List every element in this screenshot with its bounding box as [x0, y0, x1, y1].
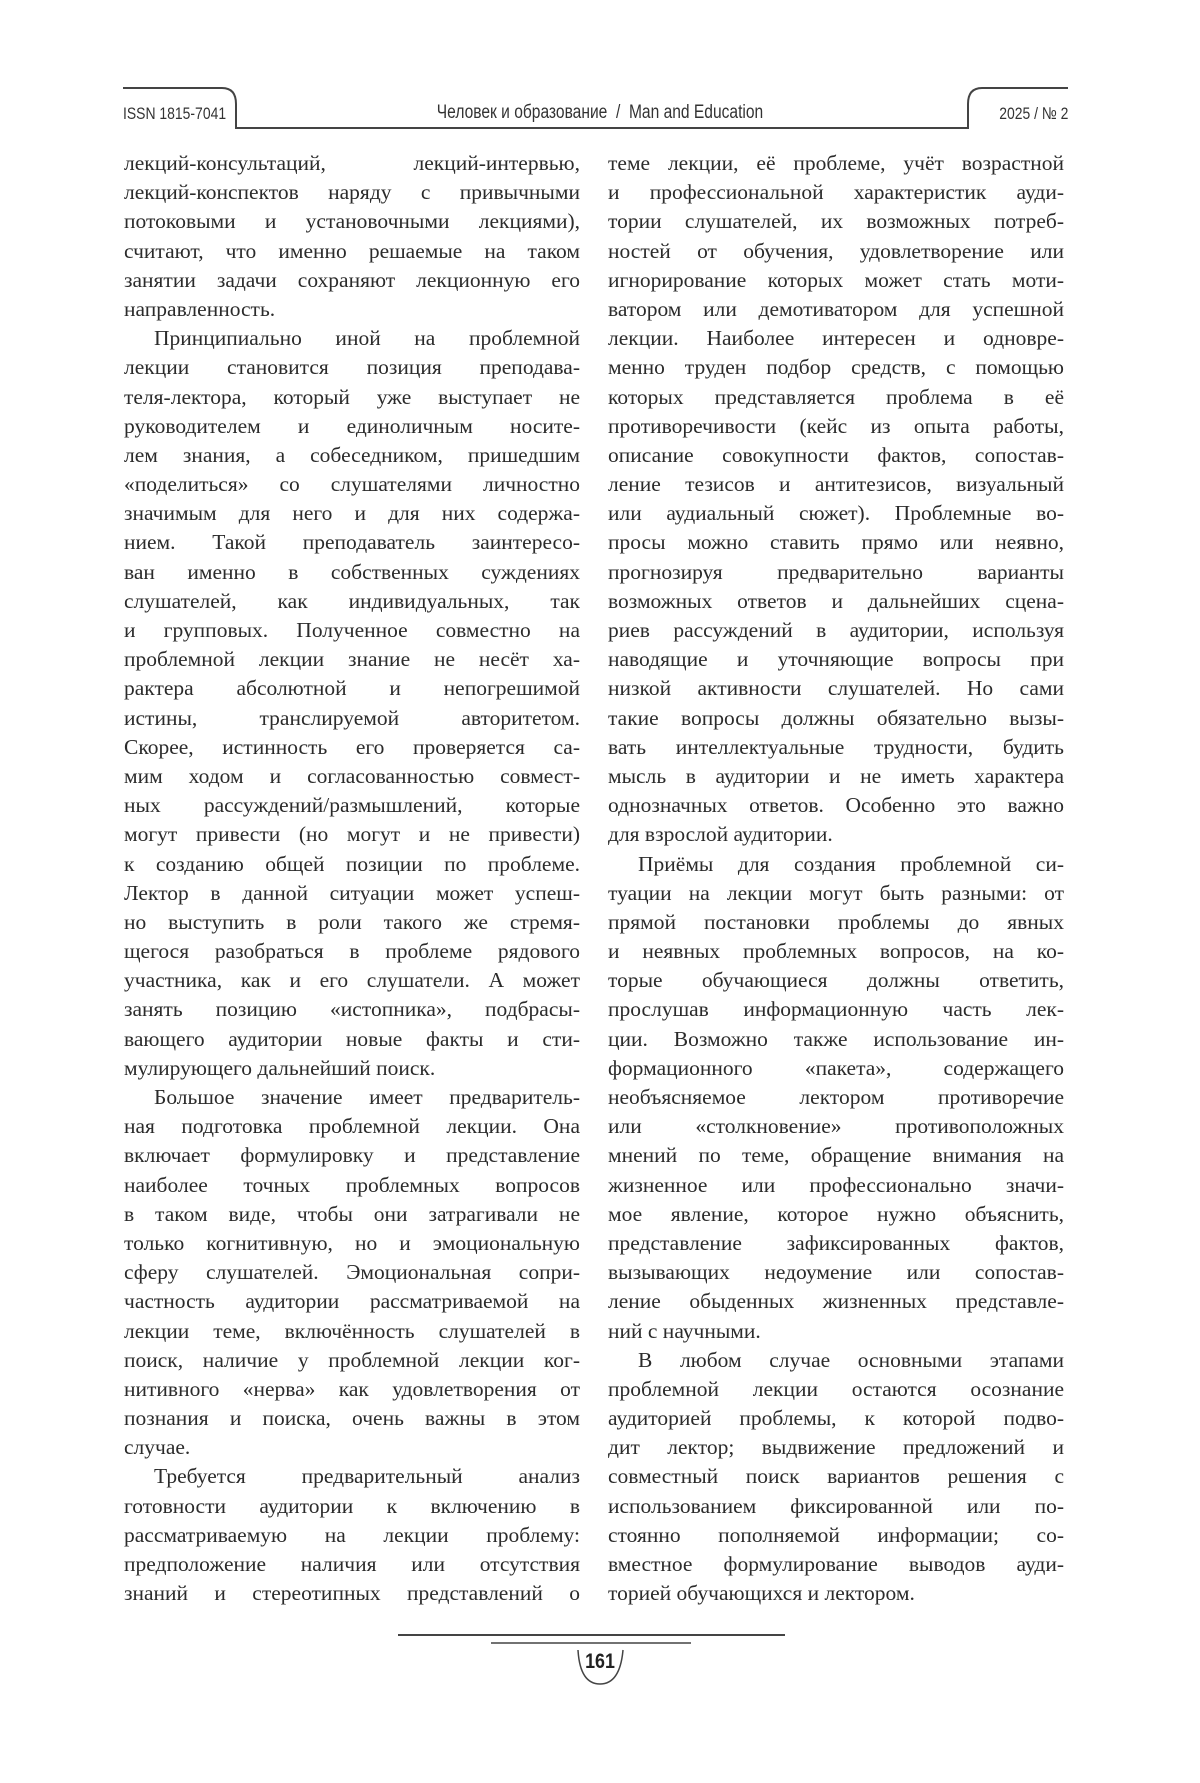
text-line: прогнозируя предварительно варианты — [608, 558, 1064, 587]
text-line: и профессиональной характеристик ауди- — [608, 178, 1064, 207]
text-line: представление зафиксированных фактов, — [608, 1229, 1064, 1258]
text-line: лем знания, а собеседником, пришедшим — [124, 441, 580, 470]
text-line: но выступить в роли такого же стремя- — [124, 908, 580, 937]
page-number: 161 — [585, 1650, 615, 1674]
text-line: возможных ответов и дальнейших сцена- — [608, 587, 1064, 616]
text-line: занять позицию «истопника», подбрасы- — [124, 995, 580, 1024]
text-line: описание совокупности фактов, сопостав- — [608, 441, 1064, 470]
text-line: нием. Такой преподаватель заинтересо- — [124, 528, 580, 557]
text-line: использованием фиксированной или по- — [608, 1492, 1064, 1521]
text-line: ватором или демотиватором для успешной — [608, 295, 1064, 324]
text-line: знаний и стереотипных представлений о — [124, 1579, 580, 1608]
text-line: формационного «пакета», содержащего — [608, 1054, 1064, 1083]
text-line: сферу слушателей. Эмоциональная сопри- — [124, 1258, 580, 1287]
text-line: ностей от обучения, удовлетворение или — [608, 237, 1064, 266]
text-line: теля-лектора, который уже выступает не — [124, 383, 580, 412]
text-line: мулирующего дальнейший поиск. — [124, 1054, 580, 1083]
text-line: мысль в аудитории и не иметь характера — [608, 762, 1064, 791]
text-line: которых представляется проблема в её — [608, 383, 1064, 412]
issue-label: 2025 / № 2 — [999, 104, 1068, 124]
text-line: и групповых. Полученное совместно на — [124, 616, 580, 645]
text-line: руководителем и единоличным носите- — [124, 412, 580, 441]
text-line: ний с научными. — [608, 1317, 1064, 1346]
issn-label: ISSN 1815-7041 — [123, 104, 226, 124]
text-line: лекций-конспектов наряду с привычными — [124, 178, 580, 207]
text-line: истины, транслируемой авторитетом. — [124, 704, 580, 733]
text-line: мим ходом и согласованностью совмест- — [124, 762, 580, 791]
text-line: торией обучающихся и лектором. — [608, 1579, 1064, 1608]
text-line: Скорее, истинность его проверяется са- — [124, 733, 580, 762]
text-line: менно труден подбор средств, с помощью — [608, 353, 1064, 382]
text-line: прослушав информационную часть лек- — [608, 995, 1064, 1024]
text-line: участника, как и его слушатели. А может — [124, 966, 580, 995]
text-line: жизненное или профессионально значи- — [608, 1171, 1064, 1200]
text-line: рассматриваемую на лекции проблему: — [124, 1521, 580, 1550]
text-line: дит лектор; выдвижение предложений и — [608, 1433, 1064, 1462]
text-line: Приёмы для создания проблемной си- — [608, 850, 1064, 879]
text-line: мое явление, которое нужно объяснить, — [608, 1200, 1064, 1229]
text-line: Требуется предварительный анализ — [124, 1462, 580, 1491]
paragraph — [608, 149, 1064, 850]
text-line: слушателей, как индивидуальных, так — [124, 587, 580, 616]
text-line: вызывающих недоумение или сопостав- — [608, 1258, 1064, 1287]
text-line: готовности аудитории к включению в — [124, 1492, 580, 1521]
text-line: такие вопросы должны обязательно вызы- — [608, 704, 1064, 733]
text-line: вместное формулирование выводов ауди- — [608, 1550, 1064, 1579]
text-line: значимым для него и для них содержа- — [124, 499, 580, 528]
text-line: предположение наличия или отсутствия — [124, 1550, 580, 1579]
journal-title: Человек и образование / Man and Education — [437, 102, 763, 124]
text-line: ление обыденных жизненных представле- — [608, 1287, 1064, 1316]
text-line: для взрослой аудитории. — [608, 820, 1064, 849]
text-line: низкой активности слушателей. Но сами — [608, 674, 1064, 703]
text-line: или аудиальный сюжет). Проблемные во- — [608, 499, 1064, 528]
text-line: стоянно пополняемой информации; со- — [608, 1521, 1064, 1550]
text-line: могут привести (но могут и не привести) — [124, 820, 580, 849]
text-line: и неявных проблемных вопросов, на ко- — [608, 937, 1064, 966]
text-line: нитивного «нерва» как удовлетворения от — [124, 1375, 580, 1404]
text-line: лекций-консультаций, лекций-интервью, — [124, 149, 580, 178]
text-line: необъясняемое лектором противоречие — [608, 1083, 1064, 1112]
text-line: совместный поиск вариантов решения с — [608, 1462, 1064, 1491]
text-line: Большое значение имеет предваритель- — [124, 1083, 580, 1112]
text-line: познания и поиска, очень важны в этом — [124, 1404, 580, 1433]
text-line: наиболее точных проблемных вопросов — [124, 1171, 580, 1200]
text-line: считают, что именно решаемые на таком — [124, 237, 580, 266]
text-column-right — [608, 149, 1064, 1608]
paragraph — [124, 1462, 580, 1608]
text-line: вать интеллектуальные трудности, будить — [608, 733, 1064, 762]
text-line: вающего аудитории новые факты и сти- — [124, 1025, 580, 1054]
text-line: ции. Возможно также использование ин- — [608, 1025, 1064, 1054]
text-line: В любом случае основными этапами — [608, 1346, 1064, 1375]
paragraph — [608, 850, 1064, 1346]
text-line: ван именно в собственных суждениях — [124, 558, 580, 587]
text-line: наводящие и уточняющие вопросы при — [608, 645, 1064, 674]
text-line: щегося разобраться в проблеме рядового — [124, 937, 580, 966]
text-line: частность аудитории рассматриваемой на — [124, 1287, 580, 1316]
text-line: Принципиально иной на проблемной — [124, 324, 580, 353]
paragraph — [608, 1346, 1064, 1609]
text-line: случае. — [124, 1433, 580, 1462]
text-line: ление тезисов и антитезисов, визуальный — [608, 470, 1064, 499]
text-line: прямой постановки проблемы до явных — [608, 908, 1064, 937]
text-column-left — [124, 149, 580, 1608]
text-line: в таком виде, чтобы они затрагивали не — [124, 1200, 580, 1229]
text-line: торые обучающиеся должны ответить, — [608, 966, 1064, 995]
text-line: лекции теме, включённость слушателей в — [124, 1317, 580, 1346]
text-line: «поделиться» со слушателями личностно — [124, 470, 580, 499]
text-line: ная подготовка проблемной лекции. Она — [124, 1112, 580, 1141]
text-line: направленность. — [124, 295, 580, 324]
text-line: занятии задачи сохраняют лекционную его — [124, 266, 580, 295]
text-line: потоковыми и установочными лекциями), — [124, 207, 580, 236]
text-line: проблемной лекции знание не несёт ха- — [124, 645, 580, 674]
text-line: включает формулировку и представление — [124, 1141, 580, 1170]
text-line: проблемной лекции остаются осознание — [608, 1375, 1064, 1404]
text-line: рактера абсолютной и непогрешимой — [124, 674, 580, 703]
text-line: тории слушателей, их возможных потреб- — [608, 207, 1064, 236]
paragraph — [124, 1083, 580, 1462]
paragraph — [124, 149, 580, 324]
text-line: мнений по теме, обращение внимания на — [608, 1141, 1064, 1170]
text-line: лекции становится позиция преподава- — [124, 353, 580, 382]
text-line: Лектор в данной ситуации может успеш- — [124, 879, 580, 908]
text-line: однозначных ответов. Особенно это важно — [608, 791, 1064, 820]
text-line: ных рассуждений/размышлений, которые — [124, 791, 580, 820]
text-line: к созданию общей позиции по проблеме. — [124, 850, 580, 879]
text-line: только когнитивную, но и эмоциональную — [124, 1229, 580, 1258]
text-line: просы можно ставить прямо или неявно, — [608, 528, 1064, 557]
text-line: риев рассуждений в аудитории, используя — [608, 616, 1064, 645]
text-line: лекции. Наиболее интересен и одновре- — [608, 324, 1064, 353]
text-line: аудиторией проблемы, к которой подво- — [608, 1404, 1064, 1433]
text-line: поиск, наличие у проблемной лекции ког- — [124, 1346, 580, 1375]
text-line: игнорирование которых может стать моти- — [608, 266, 1064, 295]
text-line: теме лекции, её проблеме, учёт возрастной — [608, 149, 1064, 178]
text-line: противоречивости (кейс из опыта работы, — [608, 412, 1064, 441]
paragraph — [124, 324, 580, 1083]
text-line: туации на лекции могут быть разными: от — [608, 879, 1064, 908]
text-line: или «столкновение» противоположных — [608, 1112, 1064, 1141]
